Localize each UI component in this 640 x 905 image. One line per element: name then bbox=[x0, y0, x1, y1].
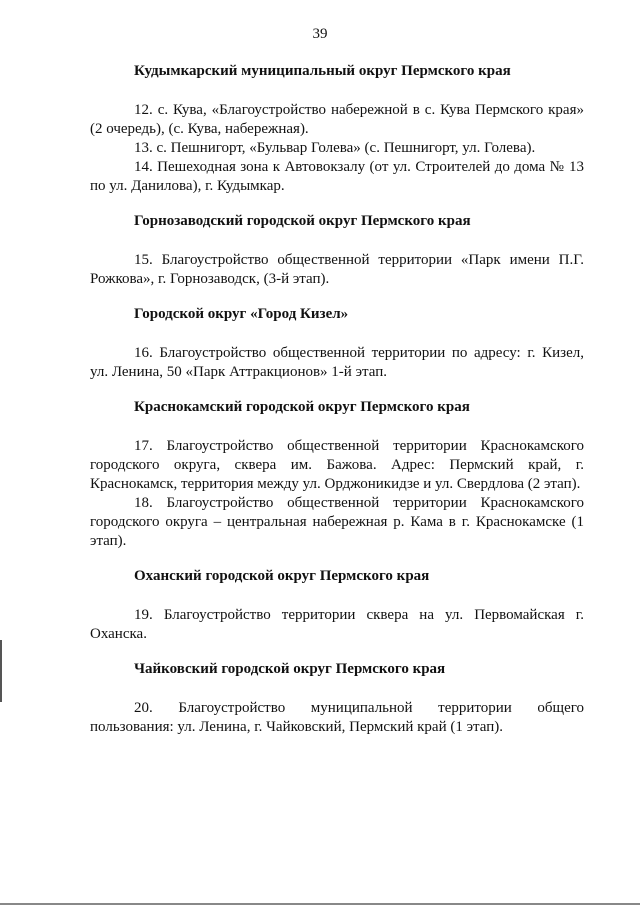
list-item: 17. Благоустройство общественной территории Краснокамского городского округа, сквера им. Бажова. Адрес: Пермский край, г. Краснокамск, территория между ул. Орджоникидзе и ул. Свердлова (2 этап). bbox=[90, 438, 584, 492]
list-item: 12. с. Кува, «Благоустройство набережной в с. Кува Пермского края» (2 очередь), (с. Кува, набережная). bbox=[90, 102, 584, 137]
list-item: 14. Пешеходная зона к Автовокзалу (от ул. Строителей до дома № 13 по ул. Данилова), г. Кудымкар. bbox=[90, 159, 584, 194]
district-section bbox=[90, 567, 584, 644]
district-heading: Оханский городской округ Пермского края bbox=[134, 568, 430, 584]
list-item: 15. Благоустройство общественной территории «Парк имени П.Г. Рожкова», г. Горнозаводск, (3-й этап). bbox=[90, 252, 584, 287]
district-heading: Кудымкарский муниципальный округ Пермского края bbox=[134, 63, 511, 79]
list-item: 16. Благоустройство общественной территории по адресу: г. Кизел, ул. Ленина, 50 «Парк Аттракционов» 1-й этап. bbox=[90, 345, 584, 380]
district-heading: Чайковский городской округ Пермского края bbox=[134, 661, 446, 677]
district-section bbox=[90, 212, 584, 289]
document-body bbox=[90, 62, 584, 753]
district-section bbox=[90, 660, 584, 737]
district-section bbox=[90, 62, 584, 196]
page-number: 39 bbox=[312, 26, 328, 42]
district-section bbox=[90, 305, 584, 382]
district-heading: Городской округ «Город Кизел» bbox=[134, 306, 349, 322]
list-item: 20. Благоустройство муниципальной территории общего пользования: ул. Ленина, г. Чайковский, Пермский край (1 этап). bbox=[90, 700, 584, 735]
district-section bbox=[90, 398, 584, 551]
district-heading: Краснокамский городской округ Пермского края bbox=[134, 399, 470, 415]
list-item: 18. Благоустройство общественной территории Краснокамского городского округа – центральная набережная р. Кама в г. Краснокамске (1 этап). bbox=[90, 495, 584, 549]
list-item: 13. с. Пешнигорт, «Бульвар Голева» (с. Пешнигорт, ул. Голева). bbox=[134, 140, 536, 156]
list-item: 19. Благоустройство территории сквера на ул. Первомайская г. Оханска. bbox=[90, 607, 584, 642]
district-heading: Горнозаводский городской округ Пермского края bbox=[134, 213, 471, 229]
scan-edge-mark bbox=[0, 640, 2, 702]
